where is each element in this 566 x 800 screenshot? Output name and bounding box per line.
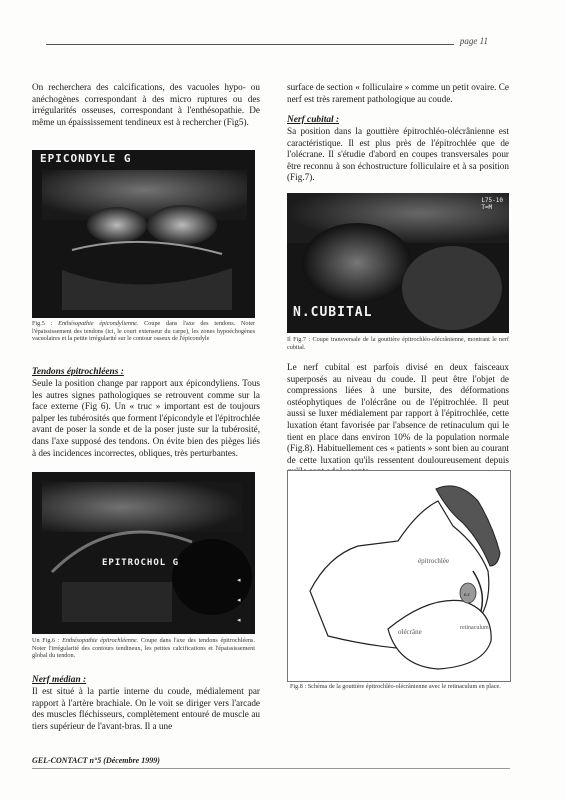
fig8-retinaculum-label: retinaculum: [460, 625, 489, 631]
fig7-image-label: N.CUBITAL: [293, 305, 373, 320]
fig7-caption: Il Fig.7 : Coupe transversale de la gouttière épitrochléo-olécrânienne, montrant le nerf cubital.: [287, 336, 509, 351]
fig8-epitrochlee-label: épitrochlée: [418, 557, 450, 565]
fig5-ultrasound-graphic: [32, 150, 255, 318]
fig7-corner-readout: L75-10 T=M: [481, 197, 503, 211]
median-text: Il est situé à la partie interne du coude, médialement par rapport à l'artère brachiale. On le voit se diriger vers l'arcade des muscles fléchisseurs, complètement entouré de muscle au tiers supérieur de l'avant-bras. Il a une: [32, 686, 260, 731]
fig5-ultrasound-image: [32, 150, 255, 318]
tendons-text: Seule la position change par rapport aux épicondyliens. Tous les autres signes pathologiques se retrouvent comme sur la face externe (Fig 6). Un « truc » important est de toujours palper les tubérosités que forment l'épicondyle et l'épitrochlée avant de poser la sonde et de la poser juste sur la tubérosité, dans l'axe supposé des tendons. On évite bien des pièges liés à des incidences incorrectes, obliques, très perturbantes.: [32, 378, 260, 458]
bottom-rule: [32, 768, 510, 769]
fig6-caption: Un Fig.6 : Enthésopathie épitrochléenne. Coupe dans l'axe des tendons épitrochléens. Noter l'irrégularité des contours tendineux, les petites calcifications et l'épaississement global du tendon.: [32, 637, 255, 660]
fig8-olecrane-label: olécrâne: [398, 628, 422, 636]
fig6-ultrasound-graphic: [32, 472, 255, 634]
fig6-arrow-marker: ◂: [237, 616, 241, 624]
right-top-paragraph: surface de section « folliculaire » comme un petit ovaire. Ce nerf est très rarement pathologique au coude.: [287, 82, 509, 104]
fig8-diagram: [288, 471, 510, 681]
median-section: [32, 674, 260, 732]
median-heading: Nerf médian :: [32, 675, 87, 685]
top-rule: [46, 44, 454, 45]
fig8-caption: Fig.8 : Schéma de la gouttière épitrochléo-olécrânienne avec le retinaculum en place.: [290, 683, 501, 690]
cubital-text: Sa position dans la gouttière épitrochléo-olécrânienne est caractéristique. Il est plus près de l'épitrochlée que de l'olécrane. Il s'étudie d'abord en coupes transversales pour être reconnu à son échostructure folliculaire et à sa position (Fig.7).: [287, 126, 509, 183]
fig5-image-label: EPICONDYLE G: [40, 152, 132, 165]
tendons-heading: Tendons épitrochléens :: [32, 367, 124, 377]
tendons-section: [32, 366, 260, 459]
cubital-heading: Nerf cubital :: [287, 115, 340, 125]
footer-journal: GEL-CONTACT n°5 (Décembre 1999): [32, 756, 160, 765]
fig8-schematic: [287, 470, 511, 682]
cubital-paragraph-2: Le nerf cubital est parfois divisé en deux faisceaux superposés au niveau du coude. Il peut être l'objet de compressions liées à une bursite, des déformations ostéophytiques de l'olécrâne ou de l'épitrochlée. Il peut aussi se luxer médialement par rapport à l'épitrochlée, cette luxation étant favorisée par l'absence de retinaculum qui le tient en place dans environ 10% de la population normale (Fig.8). Habituellement ces « patients » sont bien au courant de cette luxation qu'ils ressentent douloureusement depuis: [287, 362, 509, 465]
fig6-image-label: EPITROCHOL G: [102, 558, 180, 568]
fig6-arrow-marker: ◂: [237, 596, 241, 604]
fig5-caption: Fig.5 : Enthésopathie épicondylienne. Coupe dans l'axe des tendons. Noter l'épaississement des tendons (ici, le court extenseur du carpe), les zones hypoéchogènes vacuolaires et la petite irrégularité sur le contour osseux de l'épicondyle: [32, 320, 256, 343]
page-number: page 11: [459, 36, 488, 46]
fig6-arrow-marker: ◂: [237, 576, 241, 584]
intro-paragraph: On recherchera des calcifications, des vacuoles hypo- ou anéchogènes correspondant à des micro ruptures ou des irrégularités osseuses, correspondant à l'enthésopathie. De même un épaississement tendineux est à rechercher (Fig5).: [32, 82, 260, 127]
cubital-section: [287, 114, 509, 184]
fig8-nerve-label: n.c: [464, 593, 470, 598]
fig6-ultrasound-image: [32, 472, 255, 634]
fig7-ultrasound-image: [287, 193, 509, 333]
